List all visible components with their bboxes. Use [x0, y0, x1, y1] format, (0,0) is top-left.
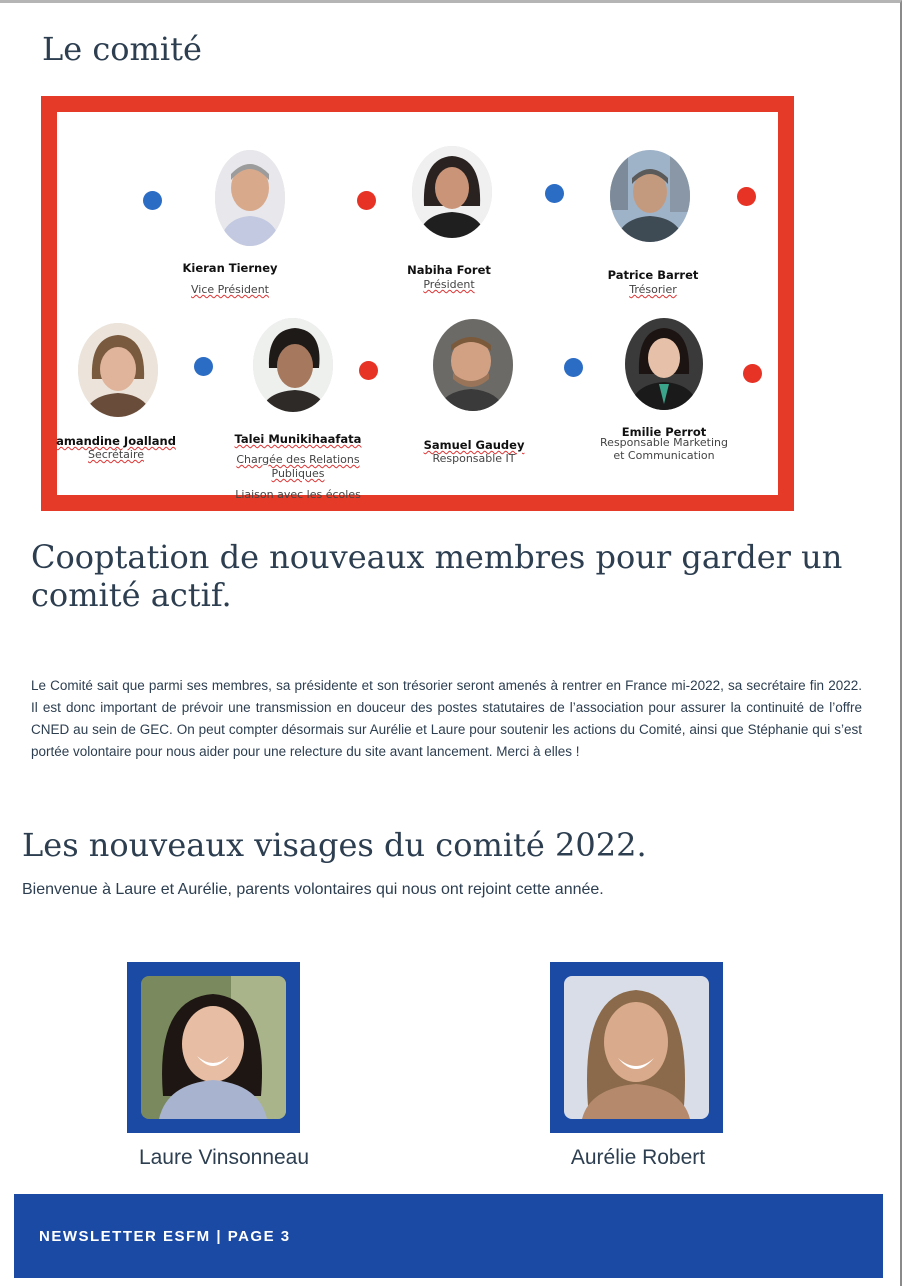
member-role: Secrétaire [87, 448, 144, 461]
footer-bar [14, 1194, 883, 1278]
member-photo-amandine [78, 323, 158, 417]
committee-organigram [41, 96, 794, 511]
decor-dot [143, 191, 162, 210]
decor-dot [737, 187, 756, 206]
member-photo-talei [253, 318, 333, 412]
member-role: Publiques [271, 467, 325, 480]
member-role: Trésorier [629, 283, 677, 296]
cooptation-title: Cooptation de nouveaux membres pour garder un comité actif. [31, 538, 843, 614]
footer-label: NEWSLETTER ESFM | PAGE 3 [39, 1228, 291, 1245]
decor-dot [357, 191, 376, 210]
member-extra-role: Liaison avec les écoles [235, 488, 361, 501]
member-name: amandine Joalland [56, 434, 176, 448]
decor-dot [545, 184, 564, 203]
caption-aurelie: Aurélie Robert [570, 1146, 706, 1169]
member-name: Kieran Tierney [182, 261, 278, 275]
decor-dot [743, 364, 762, 383]
member-role: Président [423, 278, 475, 291]
member-name: Emilie Perrot [621, 425, 707, 439]
member-role: Responsable Marketing [600, 436, 728, 449]
new-faces-title: Les nouveaux visages du comité 2022. [22, 826, 647, 864]
decor-dot [359, 361, 378, 380]
welcome-text: Bienvenue à Laure et Aurélie, parents volontaires qui nous ont rejoint cette année. [22, 881, 604, 898]
member-role: Chargée des Relations [236, 453, 360, 466]
member-name: Nabiha Foret [407, 263, 491, 277]
member-name: Samuel Gaudey [423, 438, 525, 452]
member-name: Talei Munikihaafata [234, 432, 362, 446]
member-photo-patrice [610, 150, 690, 242]
caption-laure: Laure Vinsonneau [138, 1146, 310, 1169]
member-role: Responsable IT [432, 452, 516, 465]
member-photo-emilie [625, 318, 703, 410]
photo-laure [127, 962, 300, 1133]
member-name: Patrice Barret [607, 268, 699, 282]
member-photo-kieran [215, 150, 285, 246]
decor-dot [194, 357, 213, 376]
decor-dot [564, 358, 583, 377]
cooptation-paragraph: Le Comité sait que parmi ses membres, sa présidente et son trésorier seront amenés à rentrer en France mi-2022, sa secrétaire fin 2022. Il est donc important de prévoir une transmission en douceur des postes statutaires de l’association pour assurer la continuité de l’offre CNED au sein de GEC. On peut compter désormais sur Aurélie et Laure pour soutenir les actions du Comité, ainsi que Stéphanie qui s’est portée volontaire pour nous aider pour une relecture du site avant lancement. Merci à elles ! [31, 678, 862, 759]
member-photo-samuel [433, 319, 513, 411]
photo-aurelie [550, 962, 723, 1133]
member-role: Vice Président [191, 283, 269, 296]
member-photo-nabiha [412, 146, 492, 238]
member-role: et Communication [613, 449, 715, 462]
page-title: Le comité [42, 30, 202, 68]
